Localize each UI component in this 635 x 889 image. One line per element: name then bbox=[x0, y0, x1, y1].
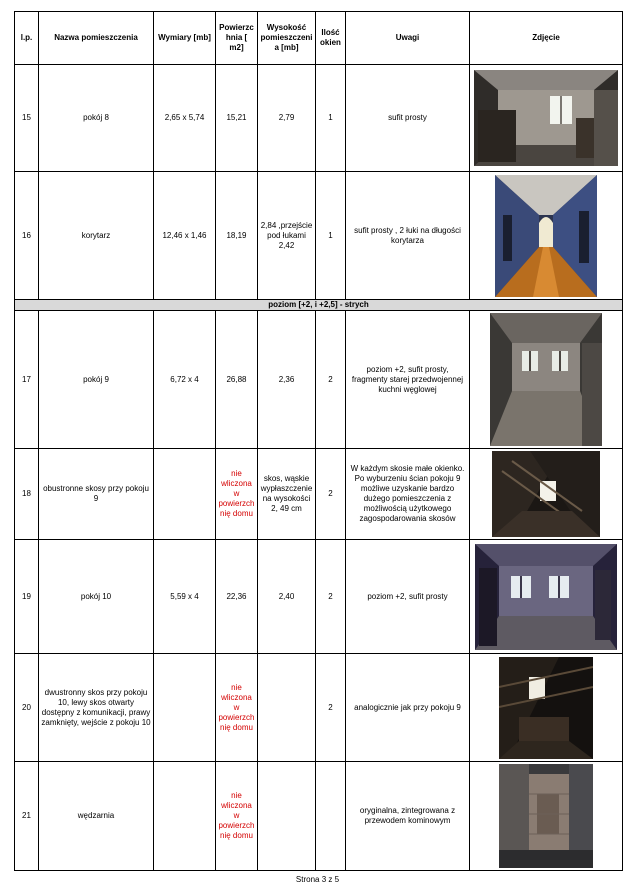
row-height: 2,84 ,przejście pod łukami 2,42 bbox=[258, 172, 316, 300]
wedzarnia-photo bbox=[499, 764, 593, 868]
row-name: pokój 8 bbox=[39, 65, 154, 172]
row-dims: 12,46 x 1,46 bbox=[154, 172, 216, 300]
row-name: pokój 10 bbox=[39, 540, 154, 654]
row-windows: 1 bbox=[316, 172, 346, 300]
row-name: obustronne skosy przy pokoju 9 bbox=[39, 449, 154, 540]
row-lp: 19 bbox=[15, 540, 39, 654]
room-inventory-table bbox=[14, 11, 623, 871]
header-height: Wysokość pomieszczenia [mb] bbox=[258, 12, 316, 65]
header-windows: Ilość okien bbox=[316, 12, 346, 65]
row-notes: sufit prosty bbox=[346, 65, 470, 172]
row-height: 2,79 bbox=[258, 65, 316, 172]
header-photo: Zdjęcie bbox=[470, 12, 623, 65]
section-row bbox=[15, 300, 623, 311]
page-footer: Strona 3 z 5 bbox=[295, 875, 340, 884]
row-notes: analogicznie jak przy pokoju 9 bbox=[346, 654, 470, 762]
row-height: 2,36 bbox=[258, 311, 316, 449]
section-title: poziom [+2, i +2,5] - strych bbox=[15, 300, 623, 311]
row-notes: oryginalna, zintegrowana z przewodem kominowym bbox=[346, 762, 470, 871]
row-name: pokój 9 bbox=[39, 311, 154, 449]
row-height bbox=[258, 762, 316, 871]
row-windows: 2 bbox=[316, 654, 346, 762]
row-photo-cell bbox=[470, 311, 623, 449]
row-area: 18,19 bbox=[216, 172, 258, 300]
row-windows: 2 bbox=[316, 449, 346, 540]
pokoj-8-photo bbox=[474, 70, 618, 166]
table-row bbox=[15, 654, 623, 762]
row-dims bbox=[154, 449, 216, 540]
pokoj-10-photo bbox=[475, 544, 617, 650]
row-height: 2,40 bbox=[258, 540, 316, 654]
row-name: korytarz bbox=[39, 172, 154, 300]
row-lp: 21 bbox=[15, 762, 39, 871]
header-area: Powierzchnia [ m2] bbox=[216, 12, 258, 65]
row-windows: 1 bbox=[316, 65, 346, 172]
row-windows: 2 bbox=[316, 540, 346, 654]
row-lp: 16 bbox=[15, 172, 39, 300]
row-lp: 20 bbox=[15, 654, 39, 762]
row-photo-cell bbox=[470, 449, 623, 540]
row-photo-cell bbox=[470, 172, 623, 300]
row-name: wędzarnia bbox=[39, 762, 154, 871]
row-dims bbox=[154, 654, 216, 762]
table-row bbox=[15, 449, 623, 540]
header-dims: Wymiary [mb] bbox=[154, 12, 216, 65]
korytarz-photo bbox=[495, 175, 597, 297]
row-dims: 6,72 x 4 bbox=[154, 311, 216, 449]
row-area: nie wliczona w powierzchnię domu bbox=[216, 449, 258, 540]
header-lp: l.p. bbox=[15, 12, 39, 65]
skosy-pokoj-9-photo bbox=[492, 451, 600, 537]
row-area: nie wliczona w powierzchnię domu bbox=[216, 762, 258, 871]
row-dims bbox=[154, 762, 216, 871]
row-lp: 15 bbox=[15, 65, 39, 172]
row-windows: 2 bbox=[316, 311, 346, 449]
pokoj-9-photo bbox=[490, 313, 602, 446]
row-photo-cell bbox=[470, 762, 623, 871]
row-area: nie wliczona w powierzchnię domu bbox=[216, 654, 258, 762]
row-notes: W każdym skosie małe okienko. Po wyburzeniu ścian pokoju 9 możliwe uzyskanie bardzo dużego pomieszczenia z możliwością użytkowego zagospodarowania skosów bbox=[346, 449, 470, 540]
header-row bbox=[15, 12, 623, 65]
row-notes: poziom +2, sufit prosty bbox=[346, 540, 470, 654]
row-photo-cell bbox=[470, 540, 623, 654]
row-notes: poziom +2, sufit prosty, fragmenty starej przedwojennej kuchni węglowej bbox=[346, 311, 470, 449]
table-row bbox=[15, 311, 623, 449]
row-lp: 17 bbox=[15, 311, 39, 449]
row-dims: 5,59 x 4 bbox=[154, 540, 216, 654]
row-area: 15,21 bbox=[216, 65, 258, 172]
table-row bbox=[15, 172, 623, 300]
row-photo-cell bbox=[470, 65, 623, 172]
row-notes: sufit prosty , 2 łuki na długości korytarza bbox=[346, 172, 470, 300]
row-area: 22,36 bbox=[216, 540, 258, 654]
row-height: skos, wąskie wypłaszczenie na wysokości 2, 49 cm bbox=[258, 449, 316, 540]
skos-pokoj-10-photo bbox=[499, 657, 593, 759]
row-photo-cell bbox=[470, 654, 623, 762]
header-name: Nazwa pomieszczenia bbox=[39, 12, 154, 65]
header-notes: Uwagi bbox=[346, 12, 470, 65]
row-lp: 18 bbox=[15, 449, 39, 540]
row-area: 26,88 bbox=[216, 311, 258, 449]
table-row bbox=[15, 540, 623, 654]
row-name: dwustronny skos przy pokoju 10, lewy skos otwarty dostępny z komunikacji, prawy zamknięty, wejście z pokoju 10 bbox=[39, 654, 154, 762]
row-dims: 2,65 x 5,74 bbox=[154, 65, 216, 172]
row-windows bbox=[316, 762, 346, 871]
table-row bbox=[15, 762, 623, 871]
table-row bbox=[15, 65, 623, 172]
row-height bbox=[258, 654, 316, 762]
